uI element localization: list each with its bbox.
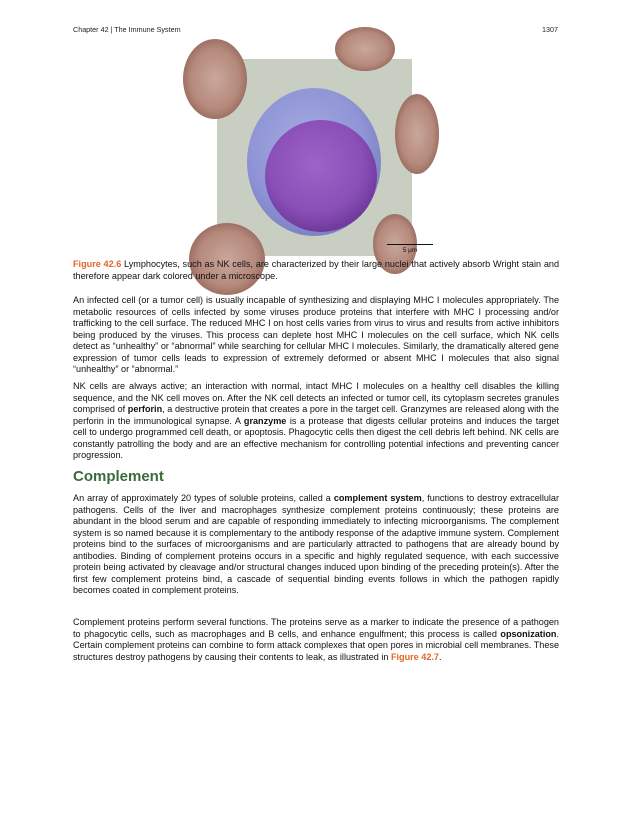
- term-granzyme: granzyme: [243, 415, 287, 426]
- paragraph-complement-system: An array of approximately 20 types of soluble proteins, called a complement system, functions to destroy extracellular pathogens. Cells of the liver and macrophages synthesize complement proteins continuously; these proteins are abundant in the blood serum and are capable of responding immediately to infecting microorganisms. The complement system is so named because it is complementary to the antibody response of the adaptive immune system. Complement proteins bind to the surfaces of microorganisms and are particularly attracted to pathogens that are already bound by antibodies. Binding of complement proteins occurs in a specific and highly regulated sequence, with each successive protein being activated by cleavage and/or structural changes induced upon binding of the preceding protein(s). After the first few complement proteins bind, a cascade of sequential binding events follows in which the pathogen rapidly becomes coated in complement proteins.: [73, 493, 560, 596]
- lymphocyte-micrograph: [217, 59, 418, 256]
- scale-label: 5 μm: [402, 247, 418, 254]
- red-blood-cell: [183, 39, 247, 119]
- term-opsonization: opsonization: [500, 628, 557, 639]
- figure-caption: [73, 259, 559, 282]
- section-heading-complement: Complement: [73, 468, 164, 485]
- red-blood-cell: [335, 27, 395, 71]
- cell-nucleus: [265, 120, 377, 232]
- micrograph-image: [217, 59, 412, 256]
- caption-text: Lymphocytes, such as NK cells, are characterized by their large nuclei that actively absorb Wright stain and therefore appear dark colored under a microscope.: [73, 259, 559, 281]
- page-header: [73, 25, 558, 37]
- scale-bar: [387, 244, 433, 245]
- red-blood-cell: [395, 94, 439, 174]
- paragraph-nk-cells: NK cells are always active; an interaction with normal, intact MHC I molecules on a healthy cell disables the killing sequence, and the NK cell moves on. After the NK cell detects an infected or tumor cell, its cytoplasm secretes granules comprised of perforin, a destructive protein that creates a pore in the target cell. Granzymes are released along with the perforin in the immunological synapse. A granzyme is a protease that digests cellular proteins and induces the target cell to undergo programmed cell death, or apoptosis. Phagocytic cells then digest the cell debris left behind. NK cells are constantly patrolling the body and are an effective mechanism for controlling potential infections and preventing cancer progression.: [73, 381, 559, 461]
- paragraph-mhc: An infected cell (or a tumor cell) is usually incapable of synthesizing and displaying MHC I molecules appropriately. The metabolic resources of cells infected by some viruses produce proteins that interfere with MHC I processing and/or trafficking to the cell surface. The reduced MHC I on host cells varies from virus to virus and results from active inhibitors being produced by the viruses. This process can deplete host MHC I molecules on the cell surface, which NK cells detect as “unhealthy” or “abnormal” while searching for cellular MHC I molecules. Similarly, the dramatically altered gene expression of tumor cells leads to expression of extremely deformed or absent MHC I molecules that also signal “unhealthy” or “abnormal.”: [73, 295, 559, 375]
- figure-42-7-link[interactable]: Figure 42.7: [390, 651, 439, 662]
- term-perforin: perforin: [127, 404, 163, 415]
- figure-label: Figure 42.6: [73, 259, 122, 269]
- term-complement-system: complement system: [333, 493, 422, 503]
- paragraph-complement-functions: Complement proteins perform several functions. The proteins serve as a marker to indicate the presence of a pathogen to phagocytic cells, such as macrophages and B cells, and enhance engulfment; this process is called opsonization. Certain complement proteins can combine to form attack complexes that open pores in microbial cell membranes. These structures destroy pathogens by causing their contents to leak, as illustrated in Figure 42.7.: [73, 617, 559, 662]
- page-number: 1307: [542, 25, 558, 34]
- chapter-title: Chapter 42 | The Immune System: [73, 25, 181, 34]
